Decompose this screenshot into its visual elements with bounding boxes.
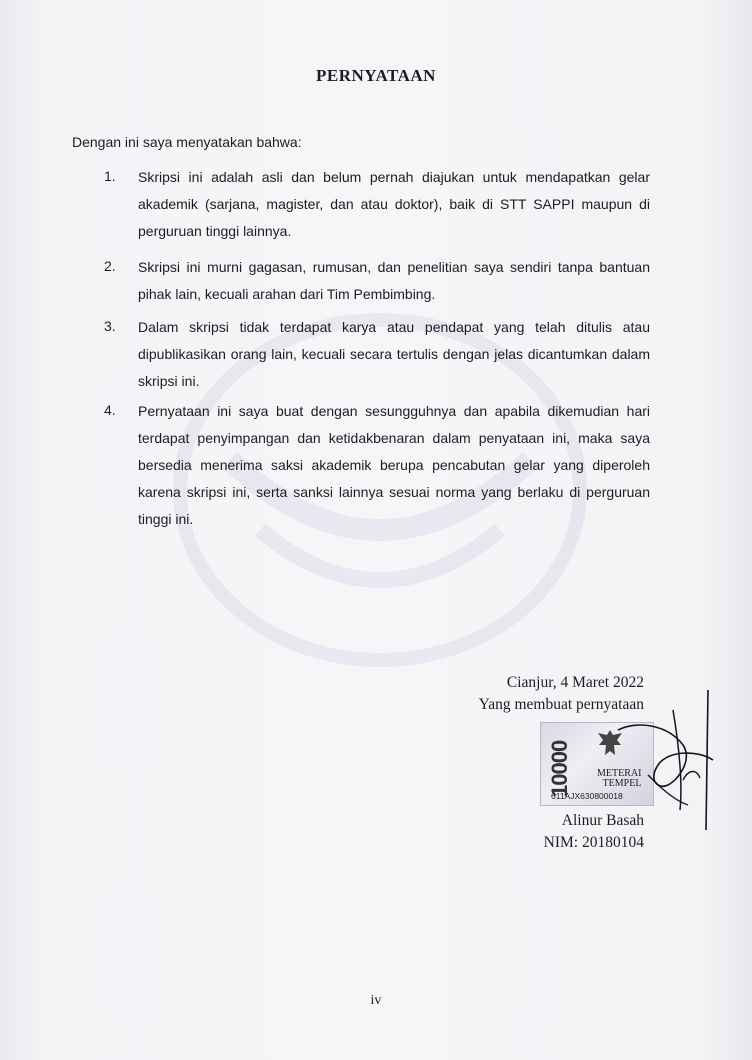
signer-nim: NIM: 20180104 xyxy=(543,834,644,851)
item-number: 4. xyxy=(104,402,116,418)
stamp-label-line1: METERAI xyxy=(597,768,642,779)
stamp-label-line2: TEMPEL xyxy=(602,778,642,789)
stamp-serial: 611AJX630800018 xyxy=(551,791,623,801)
statement-item-2 xyxy=(104,254,650,308)
statement-item-1 xyxy=(104,164,650,245)
intro-text: Dengan ini saya menyatakan bahwa: xyxy=(72,134,302,150)
item-number: 3. xyxy=(104,318,116,334)
item-text: Skripsi ini murni gagasan, rumusan, dan penelitian saya sendiri tanpa bantuan pihak lain, kecuali arahan dari Tim Pembimbing. xyxy=(138,259,650,302)
signer-details xyxy=(544,810,644,854)
item-number: 2. xyxy=(104,258,116,274)
item-text: Dalam skripsi tidak terdapat karya atau pendapat yang telah ditulis atau dipublikasikan orang lain, kecuali secara tertulis dengan jelas dicantumkan dalam skripsi ini. xyxy=(138,319,650,389)
stamp-value: 10000 xyxy=(547,740,572,797)
item-text: Skripsi ini adalah asli dan belum pernah diajukan untuk mendapatkan gelar akademik (sarjana, magister, dan atau doktor), baik di STT SAPPI maupun di perguruan tinggi lainnya. xyxy=(138,169,650,239)
place-date: Cianjur, 4 Maret 2022 xyxy=(506,674,644,691)
page-number: iv xyxy=(370,993,382,1008)
signer-name: Alinur Basah xyxy=(561,812,644,829)
signer-role: Yang membuat pernyataan xyxy=(478,696,644,713)
item-number: 1. xyxy=(104,168,116,184)
statement-item-3 xyxy=(104,314,650,395)
statement-item-4 xyxy=(104,398,650,533)
page-title: PERNYATAAN xyxy=(316,66,436,85)
item-text: Pernyataan ini saya buat dengan sesungguhnya dan apabila dikemudian hari terdapat penyimpangan dan ketidakbenaran dalam penyataan ini, maka saya bersedia menerima saksi akademik berupa pencabutan gelar yang diperoleh karena skripsi ini, serta sanksi lainnya sesuai norma yang berlaku di perguruan tinggi ini. xyxy=(138,403,650,527)
